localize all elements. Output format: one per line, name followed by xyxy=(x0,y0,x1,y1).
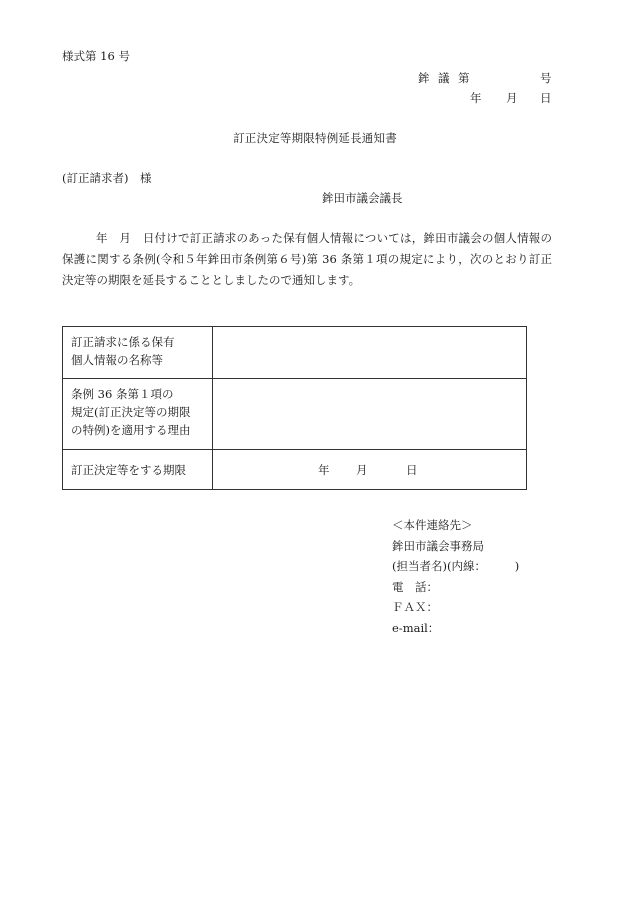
date-day: 日 xyxy=(540,91,552,105)
document-number-part: 議 xyxy=(438,71,450,85)
deadline-year: 年 xyxy=(318,462,330,477)
form-number: 様式第 16 号 xyxy=(62,49,130,63)
label-line: 訂正請求に係る保有 xyxy=(71,335,175,349)
label-line: の特例)を適用する理由 xyxy=(71,423,191,437)
label-line: 個人情報の名称等 xyxy=(71,353,163,367)
deadline-day: 日 xyxy=(406,462,418,477)
contact-email: e-mail： xyxy=(392,620,440,635)
document-number-part: 鉾 xyxy=(418,71,430,85)
contact-block xyxy=(392,515,519,638)
document-number-part: 号 xyxy=(540,71,552,85)
document-title: 訂正決定等期限特例延長通知書 xyxy=(233,131,397,145)
row-value xyxy=(213,327,527,379)
sender: 鉾田市議会議長 xyxy=(322,191,403,205)
row-label xyxy=(63,327,213,379)
deadline-cell xyxy=(213,450,527,490)
row-value xyxy=(213,379,527,450)
recipient: (訂正請求者) 様 xyxy=(62,171,152,185)
label-line: 規定(訂正決定等の期限 xyxy=(71,405,191,419)
table-row xyxy=(63,450,527,490)
date-year: 年 xyxy=(470,91,482,105)
row-label xyxy=(63,450,213,490)
contact-fax: ＦＡＸ： xyxy=(392,600,438,614)
label-line: 訂正決定等をする期限 xyxy=(71,462,186,477)
date-month: 月 xyxy=(506,91,518,105)
document-number-part: 第 xyxy=(458,71,470,85)
contact-heading: ＜本件連絡先＞ xyxy=(392,518,473,532)
contact-office: 鉾田市議会事務局 xyxy=(392,538,484,553)
table-row xyxy=(63,379,527,450)
contact-phone: 電 話： xyxy=(392,579,438,594)
deadline-date xyxy=(221,461,518,479)
label-line: 条例 36 条第１項の xyxy=(71,387,174,401)
row-label xyxy=(63,379,213,450)
deadline-month: 月 xyxy=(356,462,368,477)
contact-person: (担当者名)(内線： ) xyxy=(392,559,520,573)
table-row xyxy=(63,327,527,379)
body-paragraph: 年 月 日付けで訂正請求のあった保有個人情報については，鉾田市議会の個人情報の保護に関する条例(令和５年鉾田市条例第６号)第 36 条第１項の規定により，次のとおり訂正決定等の期限を延長することとしましたので通知します。 xyxy=(62,231,552,287)
info-table xyxy=(62,326,527,490)
